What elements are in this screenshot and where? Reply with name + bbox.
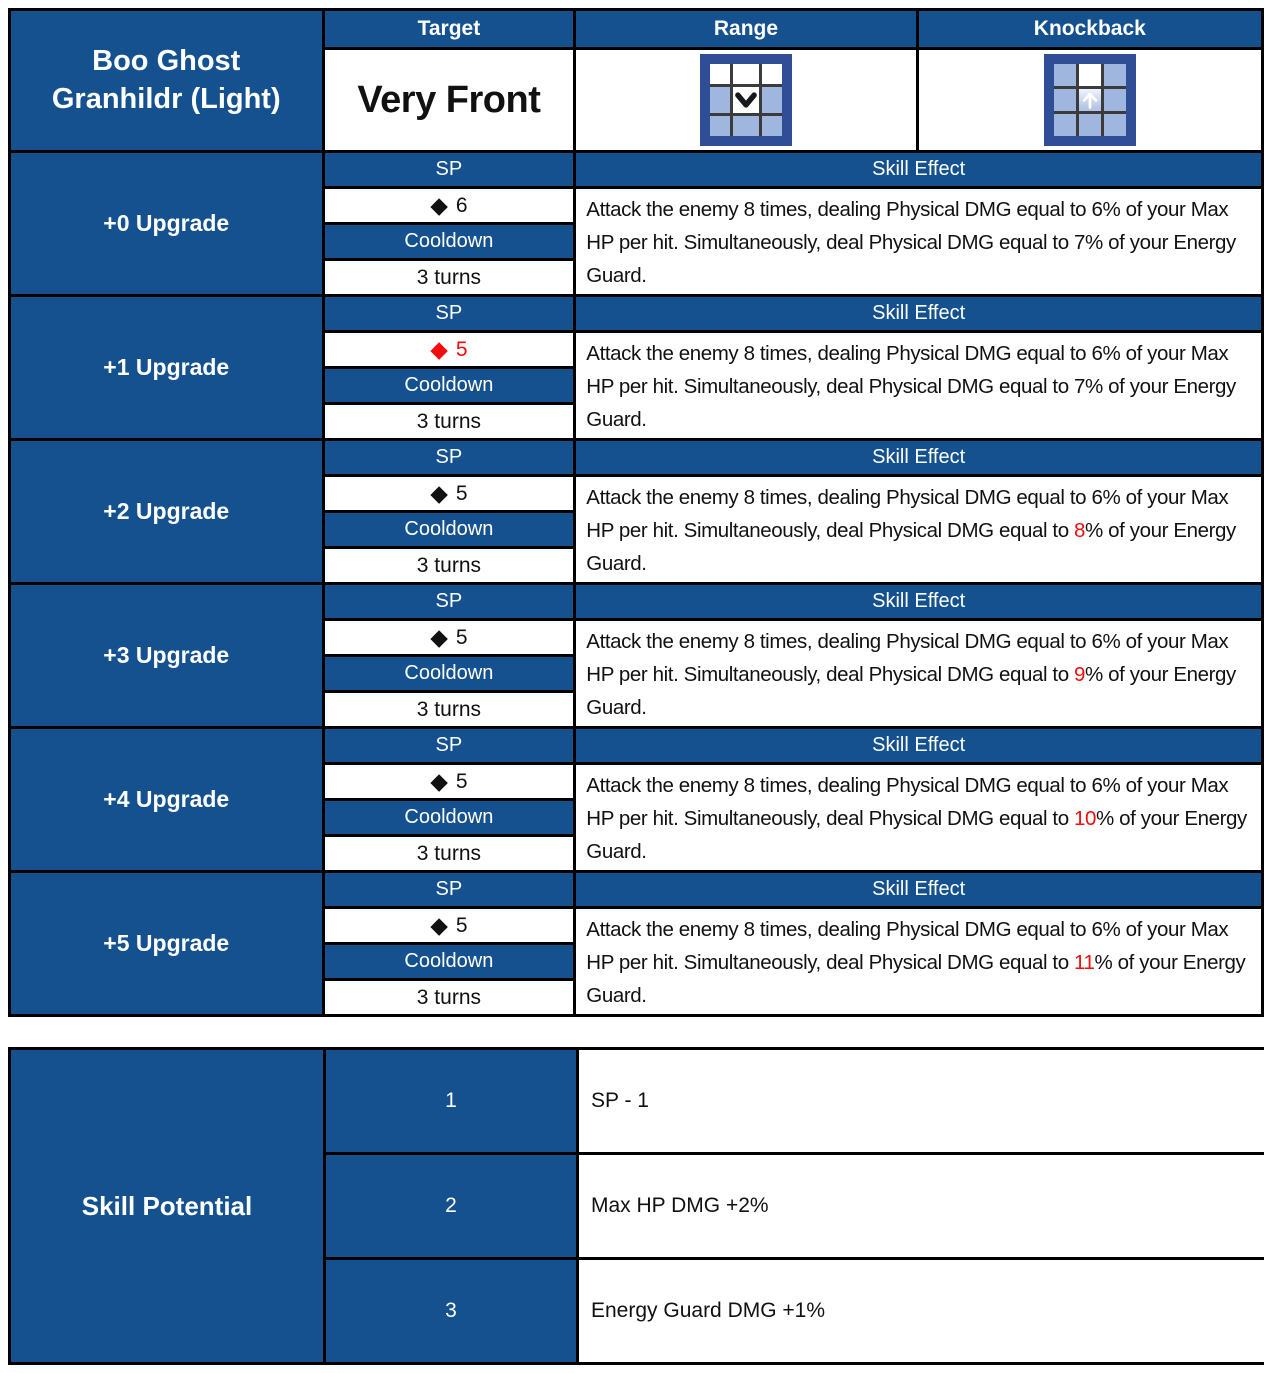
skill-effect-header: Skill Effect: [576, 873, 1261, 906]
sp-diamond-icon: ◆: [430, 192, 448, 218]
cooldown-value: 3 turns: [325, 837, 574, 870]
effect-highlight: 9: [1074, 662, 1086, 686]
effect-highlight: 7: [1074, 230, 1086, 254]
sp-value-cell: [325, 189, 574, 222]
arrow-down-glyph: [733, 87, 759, 113]
skill-effect-cell: [576, 909, 1261, 1014]
skill-potential-label: Skill Potential: [11, 1050, 323, 1362]
sp-value: [430, 338, 467, 362]
upgrade-row-0: [11, 153, 1261, 294]
knockback-cell: [919, 50, 1261, 150]
sp-value-cell: [325, 477, 574, 510]
sp-diamond-icon: ◆: [430, 912, 448, 938]
sp-diamond-icon: ◆: [430, 624, 448, 650]
sp-header: SP: [325, 297, 574, 330]
skill-effect-text: Attack the enemy 8 times, dealing Physical DMG equal to 6% of your Max HP per hit. Simultaneously, deal Physical DMG equal to 7% of your Energy Guard.: [586, 198, 1236, 287]
sp-value: [430, 770, 467, 794]
knockback-grid-arrow-up-icon: [1044, 54, 1136, 146]
sp-header: SP: [325, 873, 574, 906]
effect-highlight: 11: [1074, 950, 1095, 974]
sp-value: [430, 194, 467, 218]
sp-number: 5: [455, 481, 468, 505]
skill-effect-cell: [576, 621, 1261, 726]
skill-effect-text: Attack the enemy 8 times, dealing Physical DMG equal to 6% of your Max HP per hit. Simultaneously, deal Physical DMG equal to 9% of your Energy Guard.: [586, 630, 1236, 719]
sp-number: 5: [455, 625, 468, 649]
sp-diamond-icon: ◆: [430, 336, 448, 362]
sp-diamond-icon: ◆: [430, 768, 448, 794]
sp-number: 5: [455, 913, 468, 937]
potential-effect-3: Energy Guard DMG +1%: [579, 1260, 1267, 1362]
potential-level-3: 3: [326, 1260, 576, 1362]
effect-highlight: 8: [1074, 518, 1086, 542]
sp-header: SP: [325, 441, 574, 474]
upgrade-row-5: [11, 873, 1261, 1014]
knockback-grid: [1054, 64, 1126, 136]
cooldown-value: 3 turns: [325, 693, 574, 726]
upgrade-row-1: [11, 297, 1261, 438]
cooldown-header: Cooldown: [325, 513, 574, 546]
upgrade-label: +0 Upgrade: [11, 153, 322, 294]
sp-value: [430, 914, 467, 938]
skill-effect-cell: [576, 477, 1261, 582]
sp-value-cell: [325, 765, 574, 798]
cooldown-value: 3 turns: [325, 405, 574, 438]
cooldown-header: Cooldown: [325, 801, 574, 834]
upgrade-label: +5 Upgrade: [11, 873, 322, 1014]
skill-effect-header: Skill Effect: [576, 729, 1261, 762]
upgrade-row-2: [11, 441, 1261, 582]
sp-value: [430, 482, 467, 506]
sp-value-cell: [325, 333, 574, 366]
sp-number: 5: [455, 769, 468, 793]
range-header: Range: [576, 11, 915, 47]
range-grid: [710, 64, 782, 136]
sp-diamond-icon: ◆: [430, 480, 448, 506]
range-cell: [576, 50, 915, 150]
effect-highlight: 7: [1074, 374, 1086, 398]
skill-effect-header: Skill Effect: [576, 441, 1261, 474]
skill-effect-text: Attack the enemy 8 times, dealing Physical DMG equal to 6% of your Max HP per hit. Simultaneously, deal Physical DMG equal to 10% of your Energy Guard.: [586, 774, 1247, 863]
sp-header: SP: [325, 729, 574, 762]
sp-value-cell: [325, 621, 574, 654]
cooldown-header: Cooldown: [325, 945, 574, 978]
unit-title-cell: [11, 11, 322, 150]
skill-effect-header: Skill Effect: [576, 297, 1261, 330]
knockback-header: Knockback: [919, 11, 1261, 47]
potential-effect-2: Max HP DMG +2%: [579, 1155, 1267, 1257]
range-grid-arrow-down-icon: [700, 54, 792, 146]
skill-effect-text: Attack the enemy 8 times, dealing Physical DMG equal to 6% of your Max HP per hit. Simultaneously, deal Physical DMG equal to 11% of your Energy Guard.: [586, 918, 1246, 1007]
upgrade-label: +4 Upgrade: [11, 729, 322, 870]
header-row: [11, 11, 1261, 150]
skill-effect-text: Attack the enemy 8 times, dealing Physical DMG equal to 6% of your Max HP per hit. Simultaneously, deal Physical DMG equal to 7% of your Energy Guard.: [586, 342, 1236, 431]
skill-effect-header: Skill Effect: [576, 153, 1261, 186]
potential-effect-1: SP - 1: [579, 1050, 1267, 1152]
skill-effect-cell: [576, 333, 1261, 438]
arrow-up-glyph: [1079, 89, 1101, 111]
upgrade-row-3: [11, 585, 1261, 726]
cooldown-value: 3 turns: [325, 549, 574, 582]
effect-highlight: 10: [1074, 806, 1097, 830]
sp-header: SP: [325, 153, 574, 186]
upgrade-label: +3 Upgrade: [11, 585, 322, 726]
sp-number: 5: [455, 337, 468, 361]
skill-table: [8, 8, 1264, 1017]
sp-header: SP: [325, 585, 574, 618]
cooldown-header: Cooldown: [325, 225, 574, 258]
sp-value: [430, 626, 467, 650]
cooldown-value: 3 turns: [325, 981, 574, 1014]
skill-effect-cell: [576, 189, 1261, 294]
cooldown-header: Cooldown: [325, 369, 574, 402]
skill-effect-header: Skill Effect: [576, 585, 1261, 618]
potential-level-1: 1: [326, 1050, 576, 1152]
upgrade-row-4: [11, 729, 1261, 870]
skill-potential-table: [8, 1047, 1264, 1365]
skill-effect-cell: [576, 765, 1261, 870]
unit-title: Boo Ghost Granhildr (Light): [51, 44, 281, 115]
potential-level-2: 2: [326, 1155, 576, 1257]
sp-number: 6: [455, 193, 468, 217]
target-header: Target: [325, 11, 574, 47]
upgrade-label: +2 Upgrade: [11, 441, 322, 582]
skill-effect-text: Attack the enemy 8 times, dealing Physical DMG equal to 6% of your Max HP per hit. Simultaneously, deal Physical DMG equal to 8% of your Energy Guard.: [586, 486, 1236, 575]
cooldown-value: 3 turns: [325, 261, 574, 294]
cooldown-header: Cooldown: [325, 657, 574, 690]
target-value: Very Front: [325, 50, 574, 150]
sp-value-cell: [325, 909, 574, 942]
upgrade-label: +1 Upgrade: [11, 297, 322, 438]
